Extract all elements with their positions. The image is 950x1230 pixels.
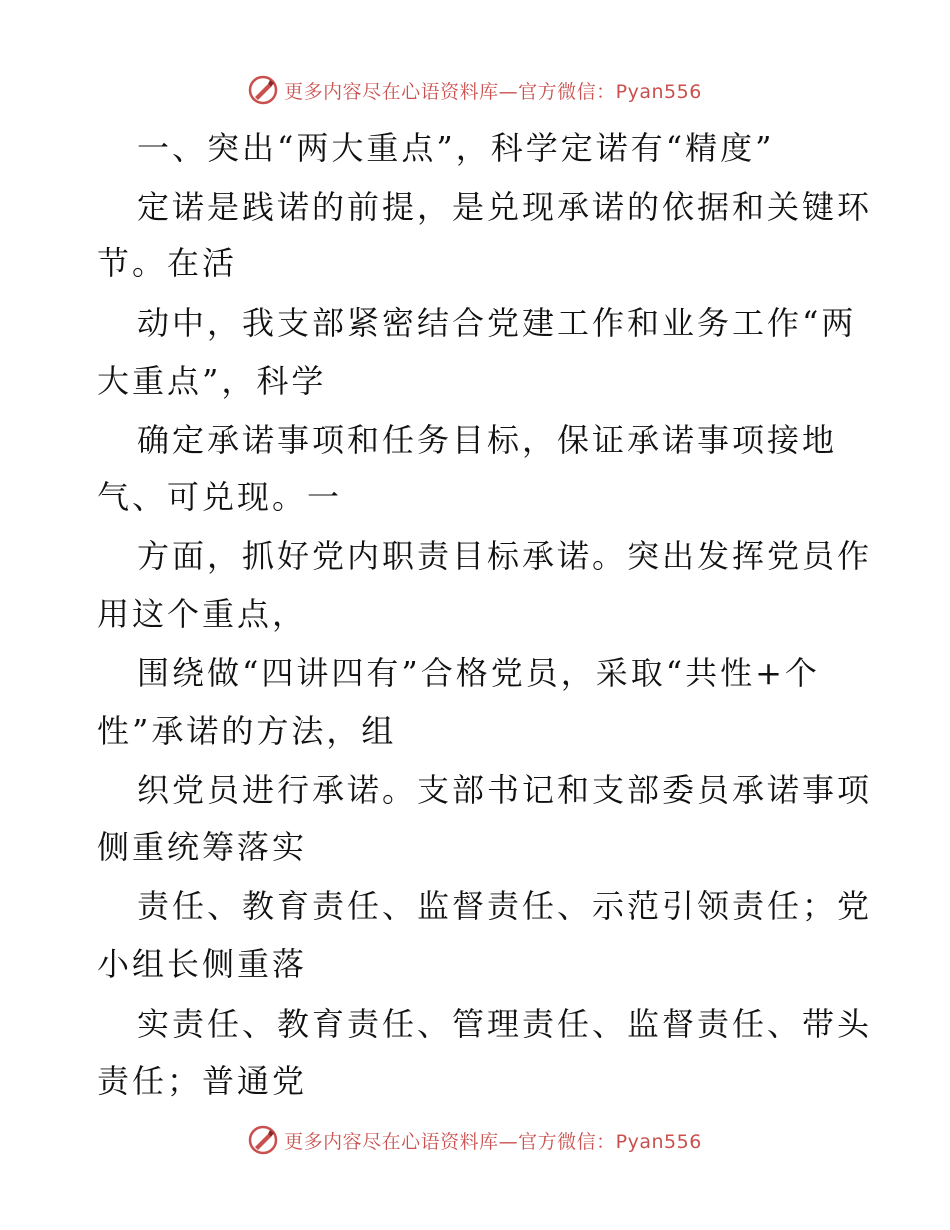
text-line: 围绕做“四讲四有”合格党员，采取“共性+个	[137, 654, 820, 692]
text-line: 小组长侧重落	[97, 945, 308, 983]
text-line: 织党员进行承诺。支部书记和支部委员承诺事项	[137, 771, 873, 809]
text-line: 责任、教育责任、监督责任、示范引领责任；党	[137, 887, 873, 925]
footer-banner	[0, 1120, 950, 1160]
text-line: 确定承诺事项和任务目标，保证承诺事项接地	[137, 421, 838, 459]
text-line: 一、突出“两大重点”，科学定诺有“精度”	[137, 129, 775, 167]
text-line: 性”承诺的方法，组	[97, 712, 397, 750]
text-line: 侧重统筹落实	[97, 828, 308, 866]
text-line: 气、可兑现。一	[97, 478, 343, 516]
pen-logo-icon	[248, 1125, 278, 1155]
header-banner-text: 更多内容尽在心语资料库—官方微信：Pyan556	[284, 80, 702, 103]
text-line: 节。在活	[97, 244, 238, 282]
text-line: 用这个重点，	[97, 595, 308, 633]
text-line: 大重点”，科学	[97, 362, 327, 400]
footer-banner-text: 更多内容尽在心语资料库—官方微信：Pyan556	[284, 1130, 702, 1153]
text-line: 动中，我支部紧密结合党建工作和业务工作“两	[137, 304, 857, 342]
text-line: 责任；普通党	[97, 1062, 308, 1100]
text-line: 方面，抓好党内职责目标承诺。突出发挥党员作	[137, 537, 873, 575]
text-line: 定诺是践诺的前提，是兑现承诺的依据和关键环	[137, 188, 873, 226]
pen-logo-icon	[248, 75, 278, 105]
text-line: 实责任、教育责任、管理责任、监督责任、带头	[137, 1005, 873, 1043]
header-banner	[0, 70, 950, 110]
